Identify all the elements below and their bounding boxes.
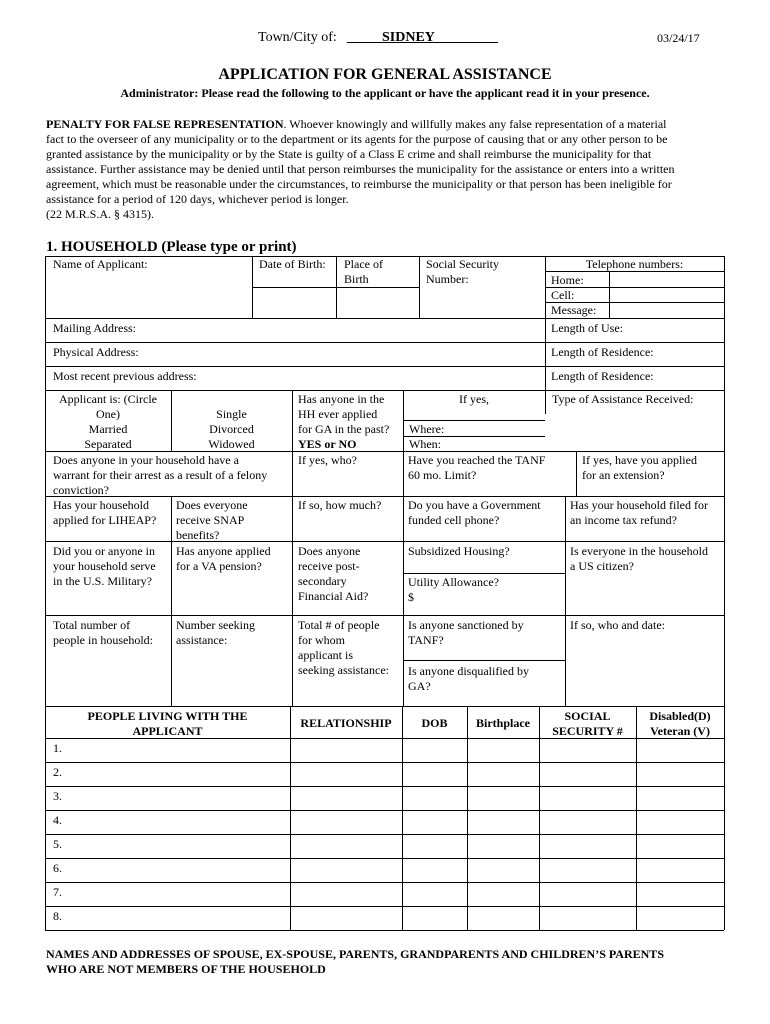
tanf-limit-label-2: 60 mo. Limit? (408, 468, 477, 482)
ssn-label-2: Number: (426, 272, 469, 286)
col-birthplace-header: Birthplace (476, 716, 530, 730)
penalty-line-3: granted assistance by the municipality or by the State is guilty of a Class E crime and shall reimburse the municipality for that (46, 147, 652, 161)
military-label-3: in the U.S. Military? (53, 574, 152, 588)
telephone-numbers-label: Telephone numbers: (585, 257, 684, 271)
citizen-label-2: a US citizen? (570, 559, 634, 573)
table-row-number: 8. (53, 909, 62, 923)
extension-label-1: If yes, have you applied (582, 453, 697, 467)
status-widowed[interactable]: Widowed (208, 437, 255, 451)
fin-aid-label-3: secondary (298, 574, 347, 588)
cell-phone-label: Cell: (551, 288, 575, 302)
seeking-label-1: Number seeking (176, 618, 255, 632)
status-single[interactable]: Single (216, 407, 247, 421)
status-separated[interactable]: Separated (84, 437, 132, 451)
physical-address-label: Physical Address: (53, 345, 139, 359)
relatives-heading-2: WHO ARE NOT MEMBERS OF THE HOUSEHOLD (46, 962, 326, 976)
col-ssn-header-2: SECURITY # (552, 724, 623, 738)
how-much-label: If so, how much? (298, 498, 382, 512)
col-dob-header: DOB (421, 716, 448, 730)
military-label-1: Did you or anyone in (53, 544, 155, 558)
town-label: Town/City of: (258, 30, 337, 45)
fin-aid-label-1: Does anyone (298, 544, 361, 558)
utility-allowance-label: Utility Allowance? (408, 575, 499, 589)
town-value[interactable]: _____SIDNEY_________ (347, 30, 498, 45)
col-ssn-header-1: SOCIAL (564, 709, 611, 723)
section-household-heading: 1. HOUSEHOLD (Please type or print) (46, 239, 297, 255)
penalty-line-2: fact to the overseer of any municipality or to the department or its agents for the purpose of causing that or any other person to be (46, 132, 668, 146)
for-whom-label-4: seeking assistance: (298, 663, 389, 677)
extension-label-2: for an extension? (582, 468, 665, 482)
recent-address-label: Most recent previous address: (53, 369, 197, 383)
table-row-number: 1. (53, 741, 62, 755)
for-whom-label-3: applicant is (298, 648, 353, 662)
tax-refund-label-2: an income tax refund? (570, 513, 677, 527)
penalty-line-5: agreement, which must be reasonable under the circumstances, to reimburse the municipality or that person has been ineligible for (46, 177, 672, 191)
sanctioned-label-2: TANF? (408, 633, 444, 647)
length-of-residence-label: Length of Residence: (551, 369, 654, 383)
va-pension-label-1: Has anyone applied (176, 544, 271, 558)
snap-label-2: receive SNAP (176, 513, 245, 527)
liheap-label-1: Has your household (53, 498, 149, 512)
status-divorced[interactable]: Divorced (209, 422, 254, 436)
home-phone-label: Home: (551, 273, 584, 287)
form-date: 03/24/17 (657, 31, 700, 45)
total-people-label-2: people in household: (53, 633, 153, 647)
disqualified-label-1: Is anyone disqualified by (408, 664, 529, 678)
name-of-applicant-label: Name of Applicant: (53, 257, 148, 271)
table-row-number: 3. (53, 789, 62, 803)
place-of-birth-label-1: Place of (344, 257, 383, 271)
total-people-label-1: Total number of (53, 618, 131, 632)
prior-ga-label-1: Has anyone in the (298, 392, 385, 406)
penalty-line-7: (22 M.R.S.A. § 4315). (46, 207, 155, 221)
for-whom-label-1: Total # of people (298, 618, 380, 632)
col-relationship-header: RELATIONSHIP (300, 716, 392, 730)
snap-label-1: Does everyone (176, 498, 248, 512)
prior-ga-label-3: for GA in the past? (298, 422, 390, 436)
va-pension-label-2: for a VA pension? (176, 559, 262, 573)
prior-ga-label-2: HH ever applied (298, 407, 378, 421)
tanf-limit-label-1: Have you reached the TANF (408, 453, 546, 467)
place-of-birth-label-2: Birth (344, 272, 369, 286)
who-date-label: If so, who and date: (570, 618, 665, 632)
tax-refund-label-1: Has your household filed for (570, 498, 708, 512)
warrant-label-1: Does anyone in your household have a (53, 453, 239, 467)
message-phone-label: Message: (551, 303, 597, 317)
prior-ga-yes-no[interactable]: YES or NO (298, 437, 357, 451)
form-title: APPLICATION FOR GENERAL ASSISTANCE (218, 66, 552, 83)
disqualified-label-2: GA? (408, 679, 431, 693)
citizen-label-1: Is everyone in the household (570, 544, 708, 558)
col-disabled-header-2: Veteran (V) (650, 724, 710, 738)
relatives-heading-1: NAMES AND ADDRESSES OF SPOUSE, EX-SPOUSE, PARENTS, GRANDPARENTS AND CHILDREN’S PARENTS (46, 947, 664, 961)
if-yes-who-label: If yes, who? (298, 453, 357, 467)
mailing-address-label: Mailing Address: (53, 321, 136, 335)
gov-phone-label-2: funded cell phone? (408, 513, 500, 527)
table-row-number: 4. (53, 813, 62, 827)
subsidized-housing-label: Subsidized Housing? (408, 544, 510, 558)
utility-dollar-sign: $ (408, 590, 414, 604)
penalty-line-4: assistance. Further assistance may be denied until that person reimburses the municipality for the assistance or enters into a written (46, 162, 675, 176)
status-married[interactable]: Married (88, 422, 128, 436)
ssn-label-1: Social Security (426, 257, 499, 271)
length-of-use-label: Length of Use: (551, 321, 623, 335)
col-people-header-1: PEOPLE LIVING WITH THE (87, 709, 248, 723)
table-row-number: 7. (53, 885, 62, 899)
length-of-residence-label: Length of Residence: (551, 345, 654, 359)
applicant-is-label-2: One) (96, 407, 120, 421)
gov-phone-label-1: Do you have a Government (408, 498, 541, 512)
where-label: Where: (409, 422, 445, 436)
snap-label-3: benefits? (176, 528, 220, 542)
col-people-header-2: APPLICANT (132, 724, 203, 738)
for-whom-label-2: for whom (298, 633, 345, 647)
warrant-label-3: conviction? (53, 483, 109, 497)
penalty-line-1: . Whoever knowingly and willfully makes any false representation of a material (283, 117, 667, 131)
warrant-label-2: warrant for their arrest as a result of a felony (53, 468, 268, 482)
penalty-heading: PENALTY FOR FALSE REPRESENTATION (46, 117, 284, 131)
col-disabled-header-1: Disabled(D) (649, 709, 711, 723)
admin-note: Administrator: Please read the following to the applicant or have the applicant read it in your presence. (120, 86, 650, 100)
table-row-number: 2. (53, 765, 62, 779)
penalty-line-6: assistance for a period of 120 days, whichever period is longer. (46, 192, 349, 206)
table-row-number: 5. (53, 837, 62, 851)
table-row-number: 6. (53, 861, 62, 875)
liheap-label-2: applied for LIHEAP? (53, 513, 157, 527)
seeking-label-2: assistance: (176, 633, 228, 647)
if-yes-label: If yes, (459, 392, 489, 406)
applicant-is-label: Applicant is: (Circle (59, 392, 157, 406)
date-of-birth-label: Date of Birth: (259, 257, 326, 271)
fin-aid-label-4: Financial Aid? (298, 589, 369, 603)
military-label-2: your household serve (53, 559, 156, 573)
sanctioned-label-1: Is anyone sanctioned by (408, 618, 524, 632)
fin-aid-label-2: receive post- (298, 559, 360, 573)
when-label: When: (409, 437, 441, 451)
assistance-type-label: Type of Assistance Received: (552, 392, 694, 406)
